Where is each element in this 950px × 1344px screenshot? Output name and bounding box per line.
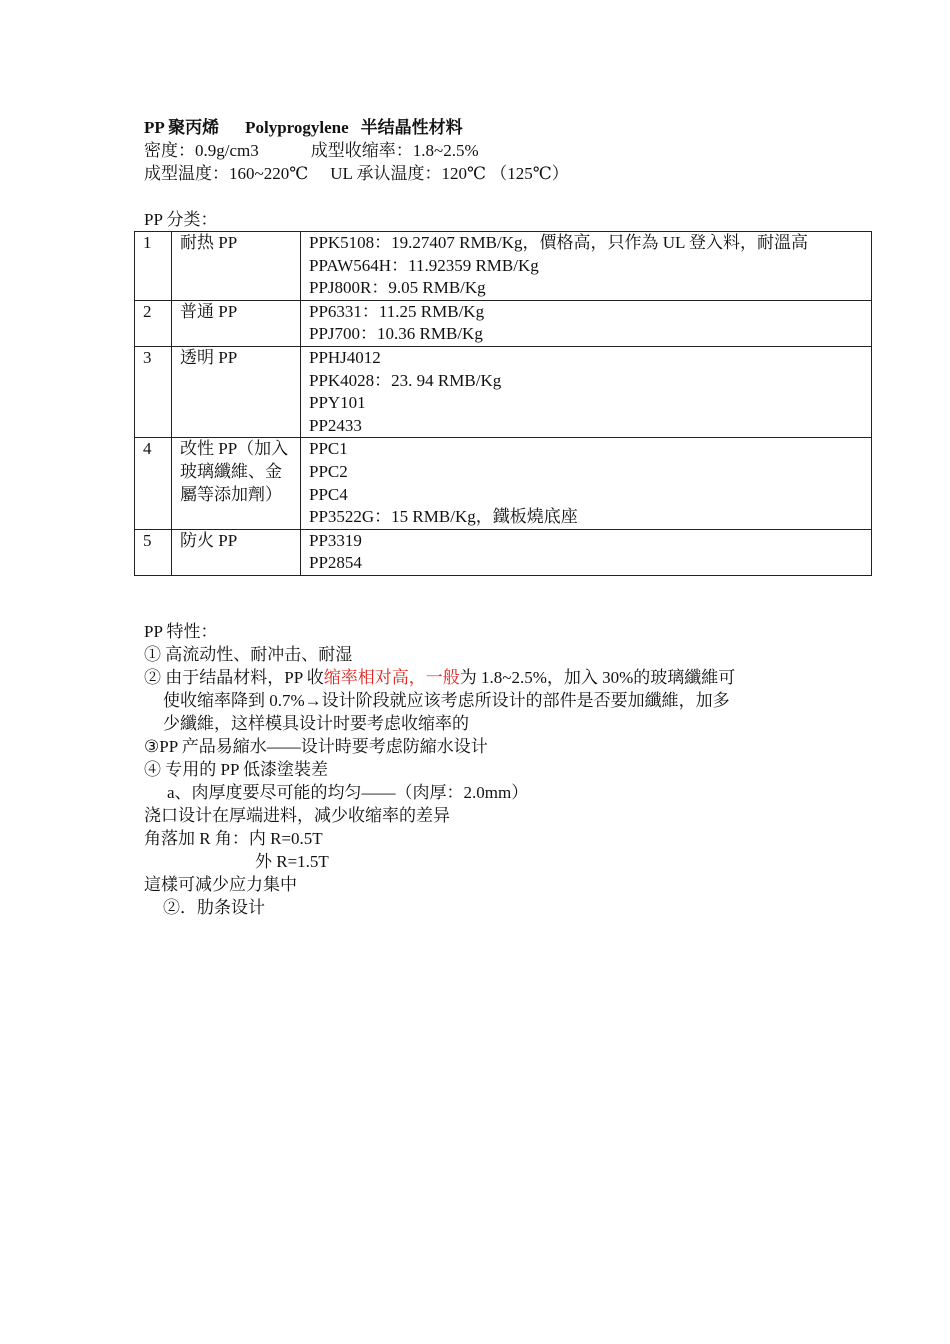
property-2-highlight: 缩率相对高，一般 <box>323 668 460 687</box>
material-item: PPK5108：19.27407 RMB/Kg，價格高，只作為 UL 登入料，耐溫高 <box>309 233 809 252</box>
row-number: 2 <box>135 300 172 346</box>
table-row <box>135 346 872 437</box>
property-1: ① 高流动性、耐冲击、耐湿 <box>144 645 353 664</box>
row-number: 5 <box>135 529 172 575</box>
row-items <box>301 438 872 529</box>
property-2 <box>144 666 735 689</box>
material-item: PPAW564H：11.92359 RMB/Kg <box>309 255 539 275</box>
property-10: ②．肋条设计 <box>163 898 265 917</box>
document-title <box>144 116 463 139</box>
row-category: 耐热 PP <box>172 232 301 301</box>
density: 密度：0.9g/cm3 <box>144 141 259 160</box>
row-items <box>301 529 872 575</box>
temperature-line <box>144 162 569 185</box>
material-item: PP2854 <box>309 553 362 573</box>
material-item: PP6331：11.25 RMB/Kg <box>309 301 485 321</box>
title-type: 半结晶性材料 <box>360 118 463 137</box>
property-2-line3: 少纖維，这样模具设计时要考虑收缩率的 <box>163 714 469 733</box>
property-9: 這樣可减少应力集中 <box>144 875 297 894</box>
property-3: ③PP 产品易縮水——设计時要考虑防縮水设计 <box>144 737 488 756</box>
row-category: 普通 PP <box>172 300 301 346</box>
material-item: PPC1 <box>309 439 348 459</box>
row-category: 改性 PP（加入玻璃纖維、金屬等添加劑） <box>172 438 301 529</box>
table-row <box>135 232 872 301</box>
property-2-line2: 使收缩率降到 0.7%→设计阶段就应该考虑所设计的部件是否要加纖維，加多 <box>163 691 730 710</box>
row-number: 3 <box>135 346 172 437</box>
property-4: ④ 专用的 PP 低漆塗裝差 <box>144 760 329 779</box>
table-row <box>135 438 872 529</box>
properties-label: PP 特性： <box>144 622 218 641</box>
shrinkage: 成型收缩率：1.8~2.5% <box>310 141 479 160</box>
property-5: a、肉厚度要尽可能的均匀——（肉厚：2.0mm） <box>167 783 529 802</box>
material-item: PP2433 <box>309 415 362 435</box>
table-body <box>135 232 872 576</box>
table-row <box>135 300 872 346</box>
material-item: PPHJ4012 <box>309 347 381 367</box>
row-category: 透明 PP <box>172 346 301 437</box>
material-item: PPC2 <box>309 461 348 481</box>
title-cn: PP 聚丙烯 <box>144 118 220 137</box>
row-number: 1 <box>135 232 172 301</box>
row-category: 防火 PP <box>172 529 301 575</box>
material-item: PPJ800R：9.05 RMB/Kg <box>309 278 486 298</box>
property-8: 外 R=1.5T <box>255 852 329 871</box>
classification-label: PP 分类： <box>144 210 218 229</box>
material-item: PP3522G：15 RMB/Kg，鐵板燒底座 <box>309 507 578 527</box>
row-items <box>301 232 872 301</box>
material-item: PP3319 <box>309 530 362 550</box>
title-en: Polyprogylene <box>245 118 349 137</box>
property-2-start: ② 由于结晶材料，PP 收 <box>144 668 324 687</box>
property-2-end: 为 1.8~2.5%，加入 30%的玻璃纖維可 <box>459 668 736 687</box>
row-number: 4 <box>135 438 172 529</box>
ul-temp: UL 承认温度：120℃ （125℃） <box>330 164 569 183</box>
material-item: PPJ700：10.36 RMB/Kg <box>309 324 483 344</box>
material-item: PPY101 <box>309 393 366 413</box>
density-shrinkage-line <box>144 139 479 162</box>
row-items <box>301 346 872 437</box>
pp-classification-table <box>134 231 872 576</box>
table-row <box>135 529 872 575</box>
property-7: 角落加 R 角：内 R=0.5T <box>144 829 323 848</box>
row-items <box>301 300 872 346</box>
material-item: PPK4028：23. 94 RMB/Kg <box>309 370 502 390</box>
material-item: PPC4 <box>309 484 348 504</box>
mold-temp: 成型温度：160~220℃ <box>144 164 309 183</box>
property-6: 浇口设计在厚端进料，减少收缩率的差异 <box>144 806 450 825</box>
